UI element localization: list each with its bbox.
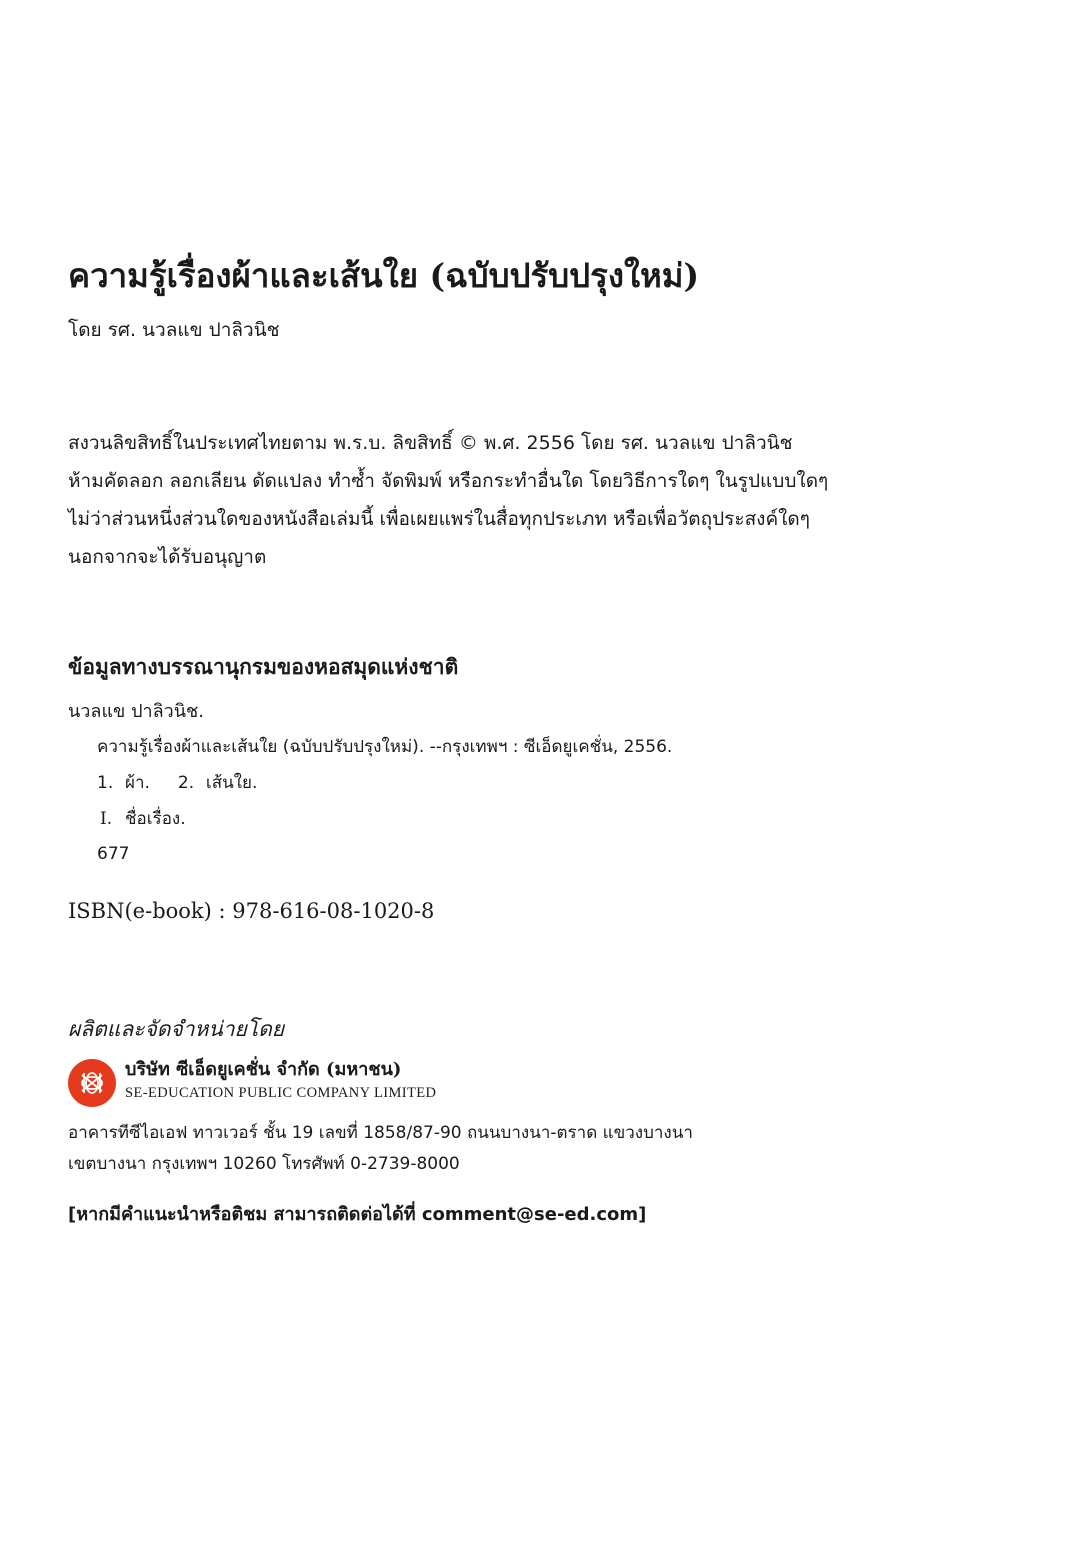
- cip-title-added-number: I.: [100, 809, 113, 829]
- isbn: ISBN(e-book) : 978-616-08-1020-8: [68, 899, 435, 923]
- feedback-contact: [หากมีคำแนะนำหรือติชม สามารถติดต่อได้ที่ comment@se-ed.com]: [68, 1204, 647, 1225]
- copyright-line: ห้ามคัดลอก ลอกเลียน ดัดแปลง ทำซ้ำ จัดพิมพ์ หรือกระทำอื่นใด โดยวิธีการใดๆ ในรูปแบบใดๆ: [68, 470, 829, 492]
- cip-classification: 677: [97, 844, 130, 864]
- address-line: อาคารทีซีไอเอฟ ทาวเวอร์ ชั้น 19 เลขที่ 1858/87-90 ถนนบางนา-ตราด แขวงบางนา: [68, 1123, 693, 1143]
- publisher-name-thai: บริษัท ซีเอ็ดยูเคชั่น จำกัด (มหาชน): [125, 1059, 402, 1080]
- copyright-line: สงวนลิขสิทธิ์ในประเทศไทยตาม พ.ร.บ. ลิขสิทธิ์ © พ.ศ. 2556 โดย รศ. นวลแข ปาลิวนิช: [68, 432, 793, 454]
- publisher-logo-icon: [68, 1059, 116, 1107]
- produced-by-label: ผลิตและจัดจำหน่ายโดย: [68, 1017, 285, 1041]
- cip-subject-label: ผ้า.: [125, 773, 150, 793]
- publisher-name-english: SE-EDUCATION PUBLIC COMPANY LIMITED: [125, 1085, 437, 1101]
- cip-subject-label: เส้นใย.: [205, 773, 258, 793]
- copyright-notice: [68, 424, 828, 576]
- cip-subject-number: 1.: [97, 773, 114, 793]
- cip-entry: ความรู้เรื่องผ้าและเส้นใย (ฉบับปรับปรุงใหม่). --กรุงเทพฯ : ซีเอ็ดยูเคชั่น, 2556.: [97, 737, 673, 757]
- book-title: ความรู้เรื่องผ้าและเส้นใย (ฉบับปรับปรุงใหม่): [68, 256, 700, 295]
- cip-heading: ข้อมูลทางบรรณานุกรมของหอสมุดแห่งชาติ: [68, 654, 459, 679]
- cip-subjects: [97, 770, 257, 796]
- address-line: เขตบางนา กรุงเทพฯ 10260 โทรศัพท์ 0-2739-8000: [68, 1154, 460, 1174]
- cip-title-added-label: ชื่อเรื่อง.: [125, 809, 186, 829]
- author-line: โดย รศ. นวลแข ปาลิวนิช: [68, 319, 280, 341]
- publisher-address: [68, 1118, 693, 1180]
- copyright-line: ไม่ว่าส่วนหนึ่งส่วนใดของหนังสือเล่มนี้ เพื่อเผยแพร่ในสื่อทุกประเภท หรือเพื่อวัตถุประสงค์ใดๆ: [68, 508, 810, 530]
- cip-author: นวลแข ปาลิวนิช.: [68, 701, 204, 722]
- copyright-line: นอกจากจะได้รับอนุญาต: [68, 546, 267, 568]
- cip-subject-number: 2.: [177, 773, 195, 793]
- cip-title-added: [100, 806, 186, 832]
